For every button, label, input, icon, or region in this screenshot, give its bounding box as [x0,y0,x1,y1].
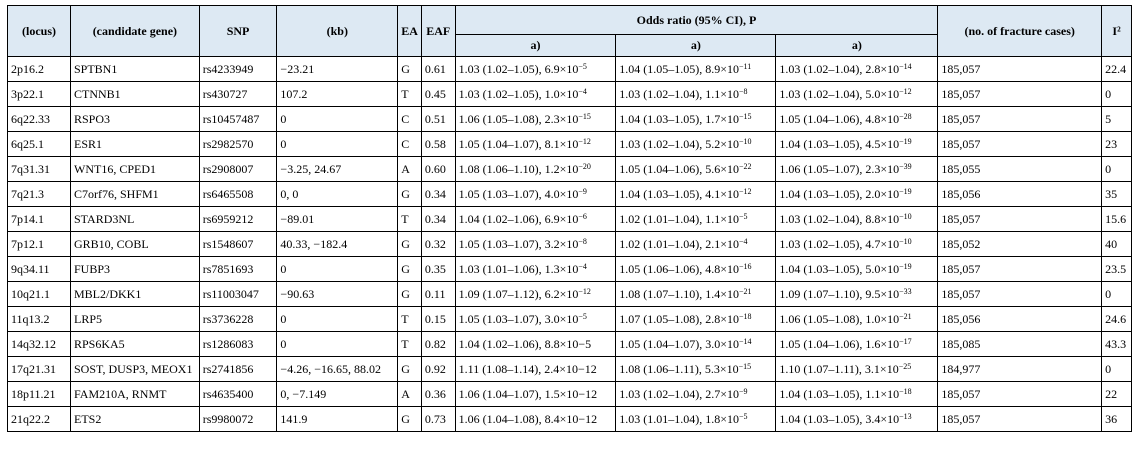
cell-odds-ratio-2 [616,132,776,157]
p-value-exponent: −22 [739,161,752,171]
cell-candidate-gene: RPS6KA5 [71,332,200,357]
p-value-exponent: −12 [578,286,591,296]
cell-eaf: 0.11 [421,282,455,307]
cell-odds-ratio-1 [455,257,616,282]
cell-snp: rs4233949 [199,57,277,82]
cell-snp: rs1286083 [199,332,277,357]
cell-fracture-cases: 185,055 [938,157,1102,182]
p-value-exponent: −11 [739,61,752,71]
cell-kb: 141.9 [277,407,398,432]
cell-odds-ratio-2 [616,282,776,307]
results-table [7,5,1132,432]
p-value-exponent: −6 [578,211,587,221]
cell-i2: 40 [1102,232,1132,257]
odds-ratio-value: 1.03 (1.02–1.04), 2.7×10 [619,386,740,401]
cell-eaf: 0.34 [421,207,455,232]
odds-ratio-value: 1.04 (1.05–1.05), 8.9×10 [619,61,740,76]
header-odds-ratio-group: Odds ratio (95% CI), P [455,6,938,35]
odds-ratio-value: 1.03 (1.01–1.06), 1.3×10 [458,261,579,276]
p-value-exponent: −20 [578,161,591,171]
p-value-exponent: −33 [899,286,912,296]
cell-kb: −23.21 [277,57,398,82]
cell-i2: 35 [1102,182,1132,207]
cell-eaf: 0.32 [421,232,455,257]
cell-fracture-cases: 185,057 [938,257,1102,282]
p-value-exponent: −5 [739,411,748,421]
cell-odds-ratio-2 [616,407,776,432]
table-header [8,6,1132,57]
cell-candidate-gene: STARD3NL [71,207,200,232]
cell-snp: rs430727 [199,82,277,107]
cell-odds-ratio-2 [616,357,776,382]
odds-ratio-value: 1.09 (1.07–1.10), 9.5×10 [779,286,900,301]
cell-odds-ratio-3 [776,282,938,307]
cell-fracture-cases: 185,057 [938,57,1102,82]
cell-candidate-gene: SOST, DUSP3, MEOX1 [71,357,200,382]
p-value-exponent: −4 [739,236,748,246]
table-row [8,232,1132,257]
table-row [8,257,1132,282]
cell-fracture-cases: 185,057 [938,207,1102,232]
header-kb: (kb) [277,6,398,57]
cell-candidate-gene: C7orf76, SHFM1 [71,182,200,207]
odds-ratio-value: 1.11 (1.08–1.14), 2.4×10−12 [458,361,597,376]
p-value-exponent: −18 [899,386,912,396]
cell-snp: rs2982570 [199,132,277,157]
odds-ratio-value: 1.02 (1.01–1.04), 2.1×10 [619,236,740,251]
cell-odds-ratio-2 [616,107,776,132]
cell-fracture-cases: 185,056 [938,307,1102,332]
table-row [8,182,1132,207]
cell-ea: G [398,232,422,257]
cell-ea: G [398,182,422,207]
cell-kb: 0 [277,107,398,132]
cell-eaf: 0.34 [421,182,455,207]
cell-i2: 0 [1102,282,1132,307]
cell-snp: rs9980072 [199,407,277,432]
cell-odds-ratio-2 [616,257,776,282]
cell-locus: 2p16.2 [8,57,71,82]
cell-eaf: 0.73 [421,407,455,432]
cell-odds-ratio-2 [616,332,776,357]
cell-fracture-cases: 185,057 [938,132,1102,157]
cell-kb: 0 [277,307,398,332]
odds-ratio-value: 1.03 (1.02–1.04), 1.1×10 [619,86,740,101]
odds-ratio-value: 1.06 (1.05–1.08), 1.0×10 [779,311,900,326]
p-value-exponent: −25 [898,361,912,371]
cell-odds-ratio-2 [616,82,776,107]
header-snp: SNP [199,6,277,57]
odds-ratio-value: 1.05 (1.04–1.07), 8.1×10 [458,136,579,151]
cell-locus: 11q13.2 [8,307,71,332]
header-or-sub-3: a) [776,35,938,57]
cell-candidate-gene: ESR1 [71,132,200,157]
cell-odds-ratio-2 [616,207,776,232]
cell-ea: T [398,82,422,107]
odds-ratio-value: 1.03 (1.02–1.05), 1.0×10 [458,86,579,101]
p-value-exponent: −13 [899,411,912,421]
cell-kb: 107.2 [277,82,398,107]
cell-locus: 7q21.3 [8,182,71,207]
cell-candidate-gene: CTNNB1 [71,82,200,107]
cell-ea: G [398,57,422,82]
odds-ratio-value: 1.05 (1.06–1.06), 4.8×10 [619,261,740,276]
header-eaf: EAF [421,6,455,57]
cell-kb: −4.26, −16.65, 88.02 [277,357,398,382]
cell-odds-ratio-2 [616,307,776,332]
cell-kb: 0 [277,257,398,282]
table-row [8,307,1132,332]
cell-ea: T [398,207,422,232]
cell-fracture-cases: 185,057 [938,107,1102,132]
cell-odds-ratio-3 [776,157,938,182]
cell-locus: 6q25.1 [8,132,71,157]
cell-fracture-cases: 185,057 [938,82,1102,107]
cell-i2: 23 [1102,132,1132,157]
cell-fracture-cases: 185,056 [938,182,1102,207]
p-value-exponent: −10 [899,211,912,221]
cell-kb: 0 [277,132,398,157]
table-row [8,282,1132,307]
cell-ea: G [398,257,422,282]
table-row [8,357,1132,382]
cell-eaf: 0.60 [421,157,455,182]
cell-locus: 3p22.1 [8,82,71,107]
p-value-exponent: −19 [899,261,912,271]
table-row [8,82,1132,107]
cell-odds-ratio-3 [776,57,938,82]
cell-eaf: 0.35 [421,257,455,282]
p-value-exponent: −8 [578,236,587,246]
odds-ratio-value: 1.06 (1.04–1.07), 1.5×10−12 [458,386,598,401]
cell-candidate-gene: FAM210A, RNMT [71,382,200,407]
p-value-exponent: −14 [899,61,912,71]
odds-ratio-value: 1.03 (1.02–1.05), 6.9×10 [458,61,579,76]
cell-odds-ratio-2 [616,157,776,182]
odds-ratio-value: 1.03 (1.02–1.04), 2.8×10 [779,61,900,76]
cell-odds-ratio-1 [455,82,616,107]
cell-locus: 21q22.2 [8,407,71,432]
p-value-exponent: −39 [899,161,912,171]
cell-odds-ratio-2 [616,232,776,257]
odds-ratio-value: 1.06 (1.05–1.07), 2.3×10 [779,161,900,176]
p-value-exponent: −5 [739,211,748,221]
cell-odds-ratio-3 [776,382,938,407]
cell-kb: −89.01 [277,207,398,232]
cell-eaf: 0.36 [421,382,455,407]
cell-odds-ratio-3 [776,332,938,357]
cell-snp: rs4635400 [199,382,277,407]
odds-ratio-value: 1.03 (1.02–1.04), 8.8×10 [779,211,900,226]
cell-locus: 9q34.11 [8,257,71,282]
cell-odds-ratio-1 [455,232,616,257]
p-value-exponent: −16 [739,261,752,271]
p-value-exponent: −28 [899,111,912,121]
p-value-exponent: −12 [739,186,752,196]
p-value-exponent: −5 [578,311,587,321]
cell-kb: 0, −7.149 [277,382,398,407]
p-value-exponent: −9 [578,186,587,196]
cell-odds-ratio-1 [455,382,616,407]
cell-candidate-gene: LRP5 [71,307,200,332]
header-or-sub-2: a) [616,35,776,57]
p-value-exponent: −4 [578,86,587,96]
cell-snp: rs3736228 [199,307,277,332]
cell-odds-ratio-3 [776,207,938,232]
cell-odds-ratio-2 [616,382,776,407]
cell-candidate-gene: FUBP3 [71,257,200,282]
cell-snp: rs11003047 [199,282,277,307]
odds-ratio-value: 1.04 (1.03–1.05), 3.4×10 [779,411,900,426]
odds-ratio-value: 1.05 (1.03–1.07), 4.0×10 [458,186,579,201]
cell-odds-ratio-2 [616,182,776,207]
odds-ratio-value: 1.04 (1.03–1.05), 5.0×10 [779,261,900,276]
cell-ea: T [398,307,422,332]
p-value-exponent: −19 [899,186,912,196]
odds-ratio-value: 1.04 (1.02–1.06), 8.8×10−5 [458,336,592,351]
cell-odds-ratio-3 [776,257,938,282]
odds-ratio-value: 1.06 (1.04–1.08), 8.4×10−12 [458,411,598,426]
cell-odds-ratio-1 [455,332,616,357]
cell-i2: 5 [1102,107,1132,132]
cell-fracture-cases: 185,052 [938,232,1102,257]
cell-i2: 0 [1102,82,1132,107]
cell-i2: 0 [1102,357,1132,382]
cell-kb: −90.63 [277,282,398,307]
p-value-exponent: −5 [578,61,587,71]
odds-ratio-value: 1.08 (1.06–1.11), 5.3×10 [619,361,739,376]
cell-candidate-gene: RSPO3 [71,107,200,132]
cell-ea: T [398,332,422,357]
cell-fracture-cases: 185,057 [938,407,1102,432]
odds-ratio-value: 1.03 (1.02–1.04), 5.2×10 [619,136,740,151]
odds-ratio-value: 1.03 (1.02–1.04), 5.0×10 [779,86,900,101]
cell-odds-ratio-1 [455,282,616,307]
p-value-exponent: −15 [739,111,752,121]
cell-i2: 22 [1102,382,1132,407]
cell-eaf: 0.82 [421,332,455,357]
cell-snp: rs1548607 [199,232,277,257]
p-value-exponent: −15 [738,361,752,371]
cell-locus: 7p12.1 [8,232,71,257]
odds-ratio-value: 1.04 (1.03–1.05), 1.1×10 [779,386,900,401]
p-value-exponent: −21 [899,311,912,321]
header-i2: I² [1102,6,1132,57]
cell-candidate-gene: SPTBN1 [71,57,200,82]
odds-ratio-value: 1.05 (1.04–1.06), 4.8×10 [779,111,900,126]
cell-fracture-cases: 185,085 [938,332,1102,357]
odds-ratio-value: 1.04 (1.02–1.06), 6.9×10 [458,211,579,226]
odds-ratio-value: 1.04 (1.03–1.05), 2.0×10 [779,186,900,201]
cell-odds-ratio-1 [455,57,616,82]
cell-odds-ratio-1 [455,357,616,382]
cell-i2: 22.4 [1102,57,1132,82]
odds-ratio-value: 1.02 (1.01–1.04), 1.1×10 [619,211,740,226]
table-row [8,407,1132,432]
cell-ea: C [398,107,422,132]
odds-ratio-value: 1.05 (1.03–1.07), 3.2×10 [458,236,579,251]
cell-kb: −3.25, 24.67 [277,157,398,182]
cell-candidate-gene: MBL2/DKK1 [71,282,200,307]
cell-candidate-gene: GRB10, COBL [71,232,200,257]
cell-locus: 18p11.21 [8,382,71,407]
table-row [8,57,1132,82]
cell-ea: A [398,382,422,407]
odds-ratio-value: 1.04 (1.03–1.05), 4.5×10 [779,136,900,151]
table-row [8,332,1132,357]
cell-odds-ratio-3 [776,307,938,332]
odds-ratio-value: 1.05 (1.03–1.07), 3.0×10 [458,311,579,326]
cell-i2: 36 [1102,407,1132,432]
odds-ratio-value: 1.05 (1.04–1.06), 1.6×10 [779,336,900,351]
odds-ratio-value: 1.04 (1.03–1.05), 1.7×10 [619,111,740,126]
cell-i2: 24.6 [1102,307,1132,332]
header-locus: (locus) [8,6,71,57]
cell-i2: 23.5 [1102,257,1132,282]
odds-ratio-value: 1.09 (1.07–1.12), 6.2×10 [458,286,579,301]
cell-odds-ratio-3 [776,407,938,432]
cell-odds-ratio-1 [455,207,616,232]
table-row [8,132,1132,157]
p-value-exponent: −9 [739,386,748,396]
cell-odds-ratio-2 [616,57,776,82]
cell-kb: 0, 0 [277,182,398,207]
cell-odds-ratio-1 [455,407,616,432]
cell-eaf: 0.58 [421,132,455,157]
cell-locus: 7q31.31 [8,157,71,182]
cell-odds-ratio-3 [776,107,938,132]
table-row [8,382,1132,407]
table-body [8,57,1132,432]
p-value-exponent: −4 [578,261,587,271]
cell-ea: C [398,132,422,157]
cell-ea: G [398,282,422,307]
odds-ratio-value: 1.03 (1.02–1.05), 4.7×10 [779,236,900,251]
cell-i2: 0 [1102,157,1132,182]
odds-ratio-value: 1.07 (1.05–1.08), 2.8×10 [619,311,740,326]
cell-eaf: 0.15 [421,307,455,332]
cell-locus: 7p14.1 [8,207,71,232]
cell-i2: 43.3 [1102,332,1132,357]
odds-ratio-value: 1.03 (1.01–1.04), 1.8×10 [619,411,740,426]
cell-odds-ratio-3 [776,182,938,207]
cell-odds-ratio-1 [455,307,616,332]
odds-ratio-value: 1.04 (1.03–1.05), 4.1×10 [619,186,740,201]
table-row [8,207,1132,232]
cell-locus: 14q32.12 [8,332,71,357]
cell-ea: A [398,157,422,182]
p-value-exponent: −19 [899,136,912,146]
cell-snp: rs7851693 [199,257,277,282]
cell-locus: 17q21.31 [8,357,71,382]
cell-odds-ratio-3 [776,357,938,382]
cell-odds-ratio-3 [776,232,938,257]
table-row [8,107,1132,132]
cell-locus: 10q21.1 [8,282,71,307]
odds-ratio-value: 1.10 (1.07–1.11), 3.1×10 [779,361,899,376]
cell-odds-ratio-1 [455,107,616,132]
cell-eaf: 0.61 [421,57,455,82]
cell-candidate-gene: ETS2 [71,407,200,432]
header-or-sub-1: a) [455,35,616,57]
header-candidate-gene: (candidate gene) [71,6,200,57]
cell-eaf: 0.51 [421,107,455,132]
cell-candidate-gene: WNT16, CPED1 [71,157,200,182]
p-value-exponent: −10 [899,236,912,246]
cell-i2: 15.6 [1102,207,1132,232]
cell-locus: 6q22.33 [8,107,71,132]
p-value-exponent: −12 [578,136,591,146]
cell-fracture-cases: 185,057 [938,282,1102,307]
p-value-exponent: −15 [578,111,591,121]
cell-odds-ratio-3 [776,132,938,157]
p-value-exponent: −21 [739,286,752,296]
cell-fracture-cases: 184,977 [938,357,1102,382]
header-ea: EA [398,6,422,57]
p-value-exponent: −17 [899,336,912,346]
cell-kb: 0 [277,332,398,357]
p-value-exponent: −10 [739,136,752,146]
cell-odds-ratio-1 [455,157,616,182]
cell-snp: rs2908007 [199,157,277,182]
cell-snp: rs2741856 [199,357,277,382]
p-value-exponent: −18 [739,311,752,321]
odds-ratio-value: 1.05 (1.04–1.07), 3.0×10 [619,336,740,351]
cell-odds-ratio-3 [776,82,938,107]
p-value-exponent: −8 [739,86,748,96]
cell-snp: rs6465508 [199,182,277,207]
cell-odds-ratio-1 [455,182,616,207]
cell-fracture-cases: 185,057 [938,382,1102,407]
cell-snp: rs10457487 [199,107,277,132]
cell-snp: rs6959212 [199,207,277,232]
cell-ea: G [398,357,422,382]
cell-kb: 40.33, −182.4 [277,232,398,257]
odds-ratio-value: 1.08 (1.07–1.10), 1.4×10 [619,286,740,301]
odds-ratio-value: 1.05 (1.04–1.06), 5.6×10 [619,161,740,176]
table-row [8,157,1132,182]
odds-ratio-value: 1.08 (1.06–1.10), 1.2×10 [458,161,579,176]
p-value-exponent: −14 [739,336,752,346]
cell-eaf: 0.92 [421,357,455,382]
cell-eaf: 0.45 [421,82,455,107]
cell-ea: G [398,407,422,432]
cell-odds-ratio-1 [455,132,616,157]
p-value-exponent: −12 [899,86,912,96]
header-fracture-cases: (no. of fracture cases) [938,6,1102,57]
odds-ratio-value: 1.06 (1.05–1.08), 2.3×10 [458,111,579,126]
